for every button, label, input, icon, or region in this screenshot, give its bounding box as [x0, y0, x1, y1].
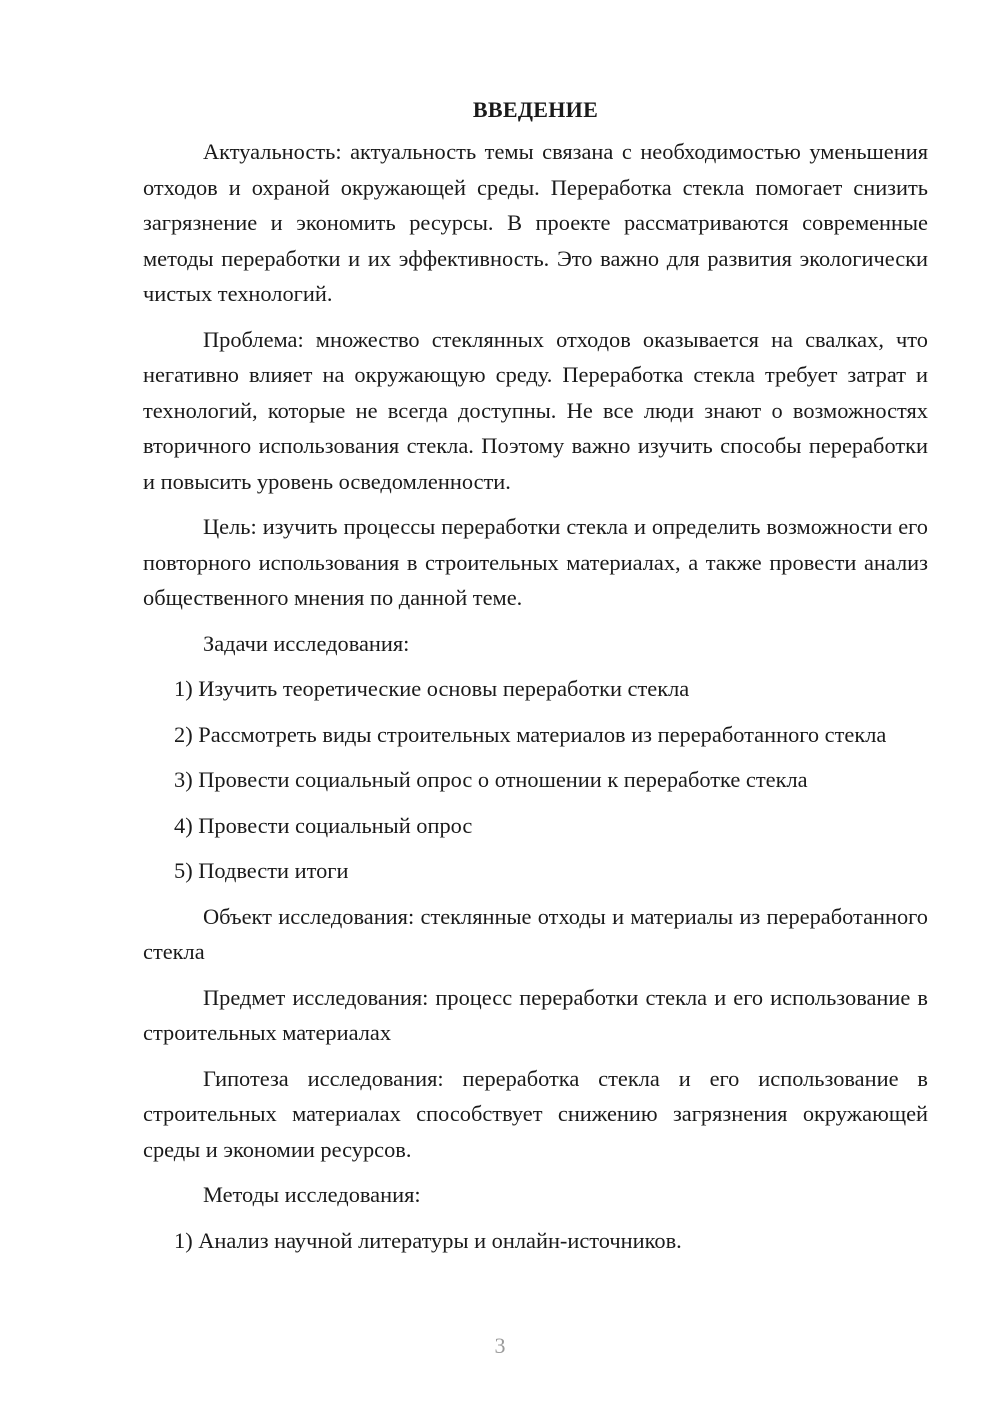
task-item-3: 3) Провести социальный опрос о отношении к переработке стекла [174, 767, 808, 792]
goal-paragraph: Цель: изучить процессы переработки стекла и определить возможности его повторного использования в строительных материалах, а также провести анализ общественного мнения по данной теме. [143, 514, 928, 610]
problem-paragraph: Проблема: множество стеклянных отходов оказывается на свалках, что негативно влияет на окружающую среду. Переработка стекла требует затрат и технологий, которые не всегда доступны. Не все люди знают о возможностях вторичного использования стекла. Поэтому важно изучить способы переработки и повысить уровень осведомленности. [143, 326, 928, 494]
relevance-paragraph: Актуальность: актуальность темы связана с необходимостью уменьшения отходов и охраной окружающей среды. Переработка стекла помогает снизить загрязнение и экономить ресурсы. В проекте рассматриваются современные методы переработки и их эффективность. Это важно для развития экологически чистых технологий. [143, 139, 928, 306]
task-item-2: 2) Рассмотреть виды строительных материалов из переработанного стекла [174, 721, 887, 747]
method-item-1: 1) Анализ научной литературы и онлайн-источников. [174, 1227, 682, 1253]
subject-paragraph: Предмет исследования: процесс переработки стекла и его использование в строительных материалах [143, 984, 928, 1045]
hypothesis-paragraph: Гипотеза исследования: переработка стекла и его использование в строительных материалах способствует снижению загрязнения окружающей среды и экономии ресурсов. [143, 1065, 928, 1162]
page-title: ВВЕДЕНИЕ [472, 97, 599, 122]
task-item-1: 1) Изучить теоретические основы переработки стекла [174, 676, 690, 701]
task-item-4: 4) Провести социальный опрос [174, 812, 473, 838]
tasks-heading: Задачи исследования: [203, 630, 410, 656]
task-item-5: 5) Подвести итоги [174, 858, 349, 883]
page-number: 3 [494, 1333, 506, 1358]
methods-heading: Методы исследования: [203, 1182, 421, 1207]
document-page [143, 92, 928, 1268]
object-paragraph: Объект исследования: стеклянные отходы и материалы из переработанного стекла [143, 903, 928, 964]
